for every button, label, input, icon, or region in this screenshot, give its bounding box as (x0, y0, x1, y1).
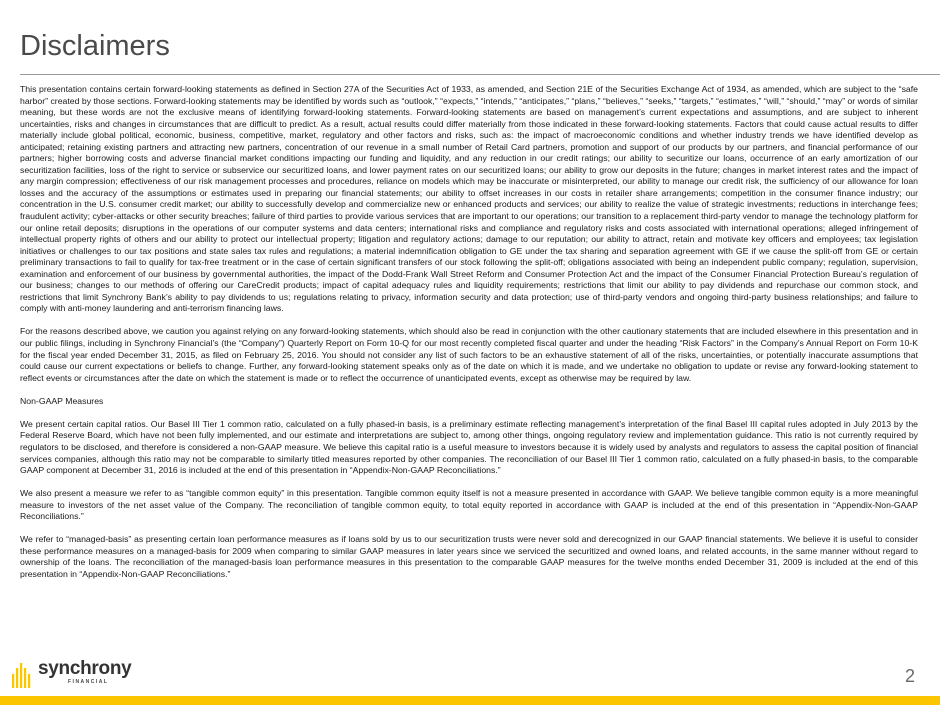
synchrony-logo (10, 660, 140, 690)
tangible-equity-paragraph: We also present a measure we refer to as “tangible common equity” in this presentation. Tangible common equity itself is not a measure presented in accordance with GAAP. We believe tangible common equity is a more meaningful measure to investors of the net asset value of the Company. The reconciliation of tangible common equity, to total equity reported in accordance with GAAP is included at the end of this presentation in “Appendix-Non-GAAP Reconciliations.” (20, 488, 918, 522)
logo-sub-text: FINANCIAL (68, 679, 109, 685)
logo-brand-text: synchrony (38, 658, 132, 679)
caution-paragraph: For the reasons described above, we caution you against relying on any forward-looking statements, which should also be read in conjunction with the other cautionary statements that are included elsewhere in this presentation and in our public filings, including in Synchrony Financial’s (the “Company”) Quarterly Report on Form 10-Q for our most recently completed fiscal quarter and under the heading “Risk Factors” in the Company’s Annual Report on Form 10-K for the fiscal year ended December 31, 2015, as filed on February 25, 2016. You should not consider any list of such factors to be an exhaustive statement of all of the risks, uncertainties, or potentially inaccurate assumptions that could cause our current expectations or beliefs to change. Further, any forward-looking statement speaks only as of the date on which it is made, and we undertake no obligation to update or revise any forward-looking statement to reflect events or circumstances after the date on which the statement is made or to reflect the occurrence of unanticipated events, except as otherwise may be required by law. (20, 326, 918, 383)
page-number: 2 (905, 666, 916, 686)
capital-ratio-paragraph: We present certain capital ratios. Our Basel III Tier 1 common ratio, calculated on a fully phased-in basis, is a preliminary estimate reflecting management’s interpretation of the final Basel III capital rules adopted in July 2013 by the Federal Reserve Board, which have not been fully implemented, and our estimate and interpretations are subject to, among other things, ongoing regulatory review and implementation guidance. This ratio is not currently required by regulators to be disclosed, and therefore is considered a non-GAAP measure. We believe this capital ratio is a useful measure to investors because it is widely used by analysts and regulators to assess the capital position of financial services companies, although this ratio may not be comparable to similarly titled measures reported by other companies. The reconciliation of our Basel III Tier 1 common ratio, calculated on a fully phased-in basis, to the comparable GAAP component at December 31, 2016 is included at the end of this presentation in “Appendix-Non-GAAP Reconciliations.” (20, 418, 918, 476)
synchrony-bars-icon (10, 660, 36, 690)
forward-looking-paragraph: This presentation contains certain forward-looking statements as defined in Section 27A of the Securities Act of 1933, as amended, and Section 21E of the Securities Exchange Act of 1934, as amended, which are subject to the “safe harbor” created by those sections. Forward-looking statements may be identified by words such as “outlook,” “expects,” “intends,” “anticipates,” “plans,” “believes,” “seeks,” “targets,” “estimates,” “will,” “should,” “may” or words of similar meaning, but these words are not the exclusive means of identifying forward-looking statements. Forward-looking statements are based on management’s current expectations and assumptions, and are subject to inherent uncertainties, risks and changes in circumstances that are difficult to predict. As a result, actual results could differ materially from those indicated in these forward-looking statements. Factors that could cause actual results to differ materially include global political, economic, business, competitive, market, regulatory and other factors and risks, such as: the impact of macroeconomic conditions and whether industry trends we have identified develop as anticipated; retaining existing partners and attracting new partners, concentration of our revenue in a small number of Retail Card partners, promotion and support of our products by our partners, and financial performance of our partners; higher borrowing costs and adverse financial market conditions impacting our funding and liquidity, and any reduction in our credit ratings; our ability to securitize our loans, occurrence of an early amortization of our securitization facilities, loss of the right to service or subservice our securitized loans, and lower payment rates on our securitized loans; our ability to grow our deposits in the future; changes in market interest rates and the impact of any margin compression; effectiveness of our risk management processes and procedures, reliance on models which may be inaccurate or misinterpreted, our ability to manage our credit risk, the sufficiency of our allowance for loan losses and the accuracy of the assumptions or estimates used in preparing our financial statements; our ability to offset increases in our costs in retailer share arrangements; competition in the consumer finance industry; our concentration in the U.S. consumer credit market; our ability to successfully develop and commercialize new or enhanced products and services; our ability to realize the value of strategic investments; reductions in interchange fees; fraudulent activity; cyber-attacks or other security breaches; failure of third parties to provide various services that are important to our operations; our transition to a replacement third-party vendor to manage the technology platform for our online retail deposits; disruptions in the operations of our computer systems and data centers; international risks and compliance and regulatory risks and costs associated with international operations; alleged infringement of intellectual property rights of others and our ability to protect our intellectual property; litigation and regulatory actions; damage to our reputation; our ability to attract, retain and motivate key officers and employees; tax legislation initiatives or challenges to our tax positions and state sales tax rules and regulations; a material indemnification obligation to GE under the tax sharing and separation agreement with GE if we cause the split-off from GE or certain preliminary transactions to fail to qualify for tax-free treatment or in the case of certain significant transfers of our stock following the split-off; obligations associated with being an independent public company; regulation, supervision, examination and enforcement of our business by governmental authorities, the impact of the Dodd-Frank Wall Street Reform and Consumer Protection Act and the impact of the Consumer Financial Protection Bureau’s regulation of our business; changes to our methods of offering our CareCredit products; impact of capital adequacy rules and liquidity requirements; restrictions that limit our ability to pay dividends and repurchase our common stock, and restrictions that limit Synchrony Bank’s ability to pay dividends to us; regulations relating to privacy, information security and data protection; use of third-party vendors and ongoing third-party business relationships; and failure to comply with anti-money laundering and anti-terrorism financing laws. (20, 84, 918, 314)
non-gaap-heading: Non-GAAP Measures (20, 395, 104, 406)
disclaimer-body (20, 84, 918, 592)
page-title: Disclaimers (20, 30, 170, 62)
footer-accent-bar (0, 696, 940, 705)
managed-basis-paragraph: We refer to “managed-basis” as presenting certain loan performance measures as if loans sold by us to our securitization trusts were never sold and derecognized in our GAAP financial statements. We believe it is useful to consider these performance measures on a managed-basis for 2009 when comparing to similar GAAP measures in later years since we serviced the securitized and owned loans, and related accounts, in the same manner without regard to ownership of the loans. The reconciliation of the managed-basis loan performance measures in this presentation to the comparable GAAP measures for the twelve months ended December 31, 2009 is included at the end of this presentation in “Appendix-Non-GAAP Reconciliations.” (20, 534, 918, 579)
title-divider (20, 74, 940, 75)
